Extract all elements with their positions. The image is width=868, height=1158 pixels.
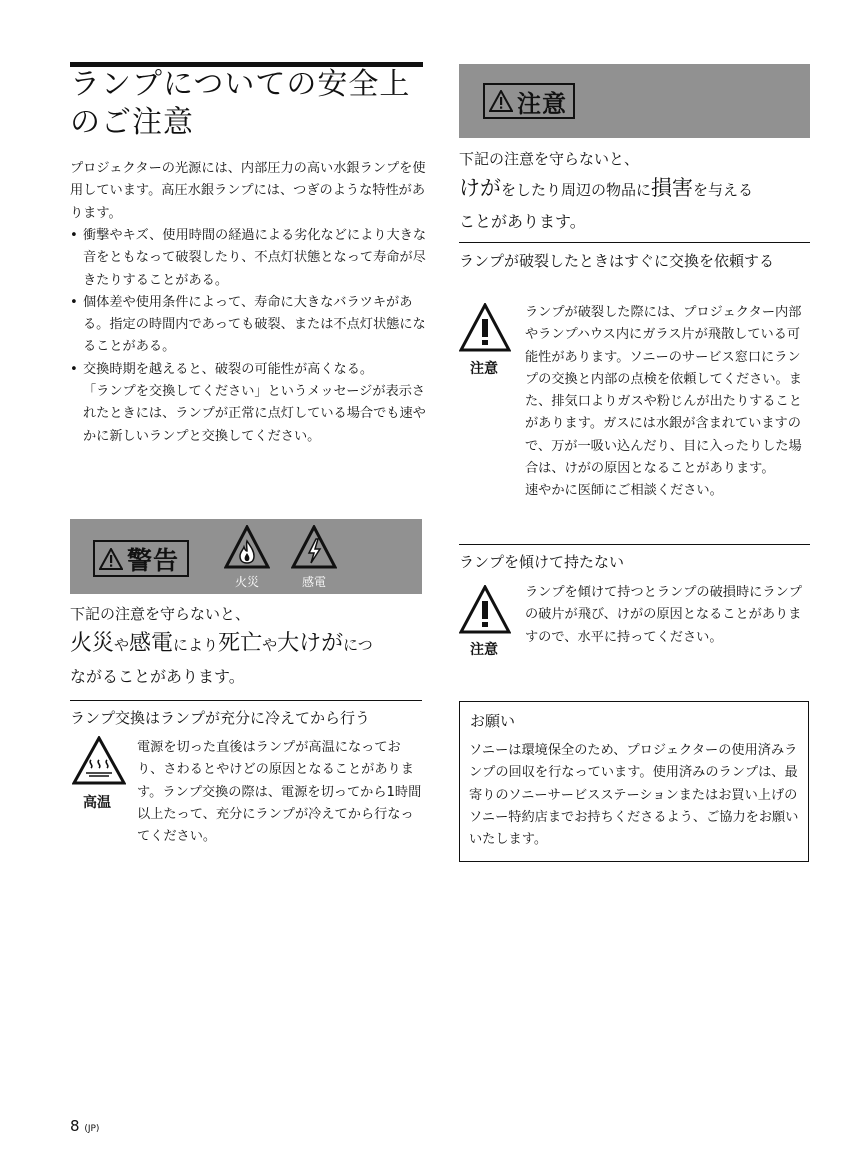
section-divider bbox=[70, 700, 422, 701]
page-title bbox=[70, 66, 423, 142]
caution-label-text: 注意 bbox=[517, 89, 567, 118]
fire-icon bbox=[224, 525, 270, 569]
caution-caption: 注意 bbox=[470, 642, 498, 658]
warning-lead-line1: 下記の注意を守らないと、 bbox=[70, 605, 251, 623]
shock-caption: 感電 bbox=[301, 575, 326, 589]
high-temperature-icon bbox=[72, 736, 126, 786]
warning-label-text: 警告 bbox=[127, 545, 180, 575]
warning-lead-line2: 火災や感電により死亡や大けがにつ bbox=[70, 631, 373, 656]
list-item-text: 交換時期を越えると、破裂の可能性が高くなる。 bbox=[83, 361, 374, 377]
notice-title: お願い bbox=[470, 712, 516, 730]
caution-triangle-icon bbox=[459, 585, 511, 635]
section-body: 電源を切った直後はランプが高温になっており、さわるとやけどの原因となることがあります。ランプ交換の際は、電源を切ってから1時間以上たって、充分にランプが冷えてから行なってください。 bbox=[137, 740, 422, 845]
warning-triangle-icon bbox=[489, 90, 513, 112]
caution-banner bbox=[459, 64, 810, 138]
list-item-text: 衝撃やキズ、使用時間の経過による劣化などにより大きな音をともなって破裂したり、不点灯状態となって寿命が尽きたりすることがある。 bbox=[83, 228, 427, 288]
warning-banner bbox=[70, 519, 422, 594]
notice-box bbox=[459, 701, 809, 862]
characteristics-list bbox=[70, 225, 426, 448]
warning-triangle-icon bbox=[99, 548, 123, 570]
page-number: 8 (JP) bbox=[70, 1117, 100, 1135]
section-divider bbox=[459, 242, 810, 243]
list-item: • 交換時期を越えると、破裂の可能性が高くなる。 「ランプを交換してください」というメッセージが表示されたときには、ランプが正常に点灯している場合でも速やかに新しいランプと交換してください。 bbox=[70, 359, 426, 448]
section-body: ランプが破裂した際には、プロジェクター内部やランプハウス内にガラス片が飛散している可能性があります。ソニーのサービス窓口にランプの交換と内部の点検を依頼してください。また、排気口よりガスや粉じんが出たりすることがあります。ガスには水銀が含まれていますので、万が一吸い込んだり、目に入ったりした場合は、けがの原因となることがあります。 速やかに医師にご相談ください。 bbox=[525, 305, 802, 499]
caution-lead bbox=[459, 147, 819, 237]
caution-lead-line3: ことがあります。 bbox=[459, 212, 586, 231]
section-divider bbox=[459, 544, 810, 545]
fire-caption: 火災 bbox=[234, 575, 259, 589]
section-heading: ランプ交換はランプが充分に冷えてから行う bbox=[70, 709, 371, 727]
notice-body: ソニーは環境保全のため、プロジェクターの使用済みランプの回収を行なっています。使用済みのランプは、最寄りのソニーサービスステーションまたはお買い上げのソニー特約店までお持ちくださるよう、ご協力をお願いいたします。 bbox=[469, 743, 799, 848]
title-line2: のご注意 bbox=[70, 105, 194, 140]
list-item: • 個体差や使用条件によって、寿命に大きなバラツキがある。指定の時間内であっても破裂、または不点灯状態になることがある。 bbox=[70, 294, 426, 355]
caution-caption: 注意 bbox=[470, 361, 498, 377]
list-item-note: 「ランプを交換してください」というメッセージが表示されたときには、ランプが正常に点灯している場合でも速やかに新しいランプと交換してください。 bbox=[83, 384, 426, 444]
caution-label bbox=[483, 83, 575, 119]
electric-shock-icon bbox=[291, 525, 337, 569]
list-item: • 衝撃やキズ、使用時間の経過による劣化などにより大きな音をともなって破裂したり、不点灯状態となって寿命が尽きたりすることがある。 bbox=[70, 228, 427, 288]
high-temperature-caption: 高温 bbox=[83, 795, 111, 811]
intro-paragraph: プロジェクターの光源には、内部圧力の高い水銀ランプを使用しています。高圧水銀ランプには、つぎのような特性があります。 bbox=[70, 161, 426, 221]
section-heading: ランプを傾けて持たない bbox=[459, 553, 625, 571]
caution-lead-line1: 下記の注意を守らないと、 bbox=[459, 150, 640, 168]
warning-lead bbox=[70, 601, 430, 692]
section-body: ランプを傾けて持つとランプの破損時にランプの破片が飛び、けがの原因となることがありますので、水平に持ってください。 bbox=[525, 585, 802, 645]
title-line1: ランプについての安全上 bbox=[70, 67, 411, 102]
warning-lead-line3: ながることがあります。 bbox=[70, 667, 245, 686]
caution-triangle-icon bbox=[459, 303, 511, 353]
list-item-text: 個体差や使用条件によって、寿命に大きなバラツキがある。指定の時間内であっても破裂、または不点灯状態になることがある。 bbox=[83, 294, 426, 355]
caution-lead-line2: けがをしたり周辺の物品に損害を与える bbox=[459, 176, 754, 200]
section-heading: ランプが破裂したときはすぐに交換を依頼する bbox=[459, 252, 775, 270]
warning-label bbox=[93, 540, 189, 577]
